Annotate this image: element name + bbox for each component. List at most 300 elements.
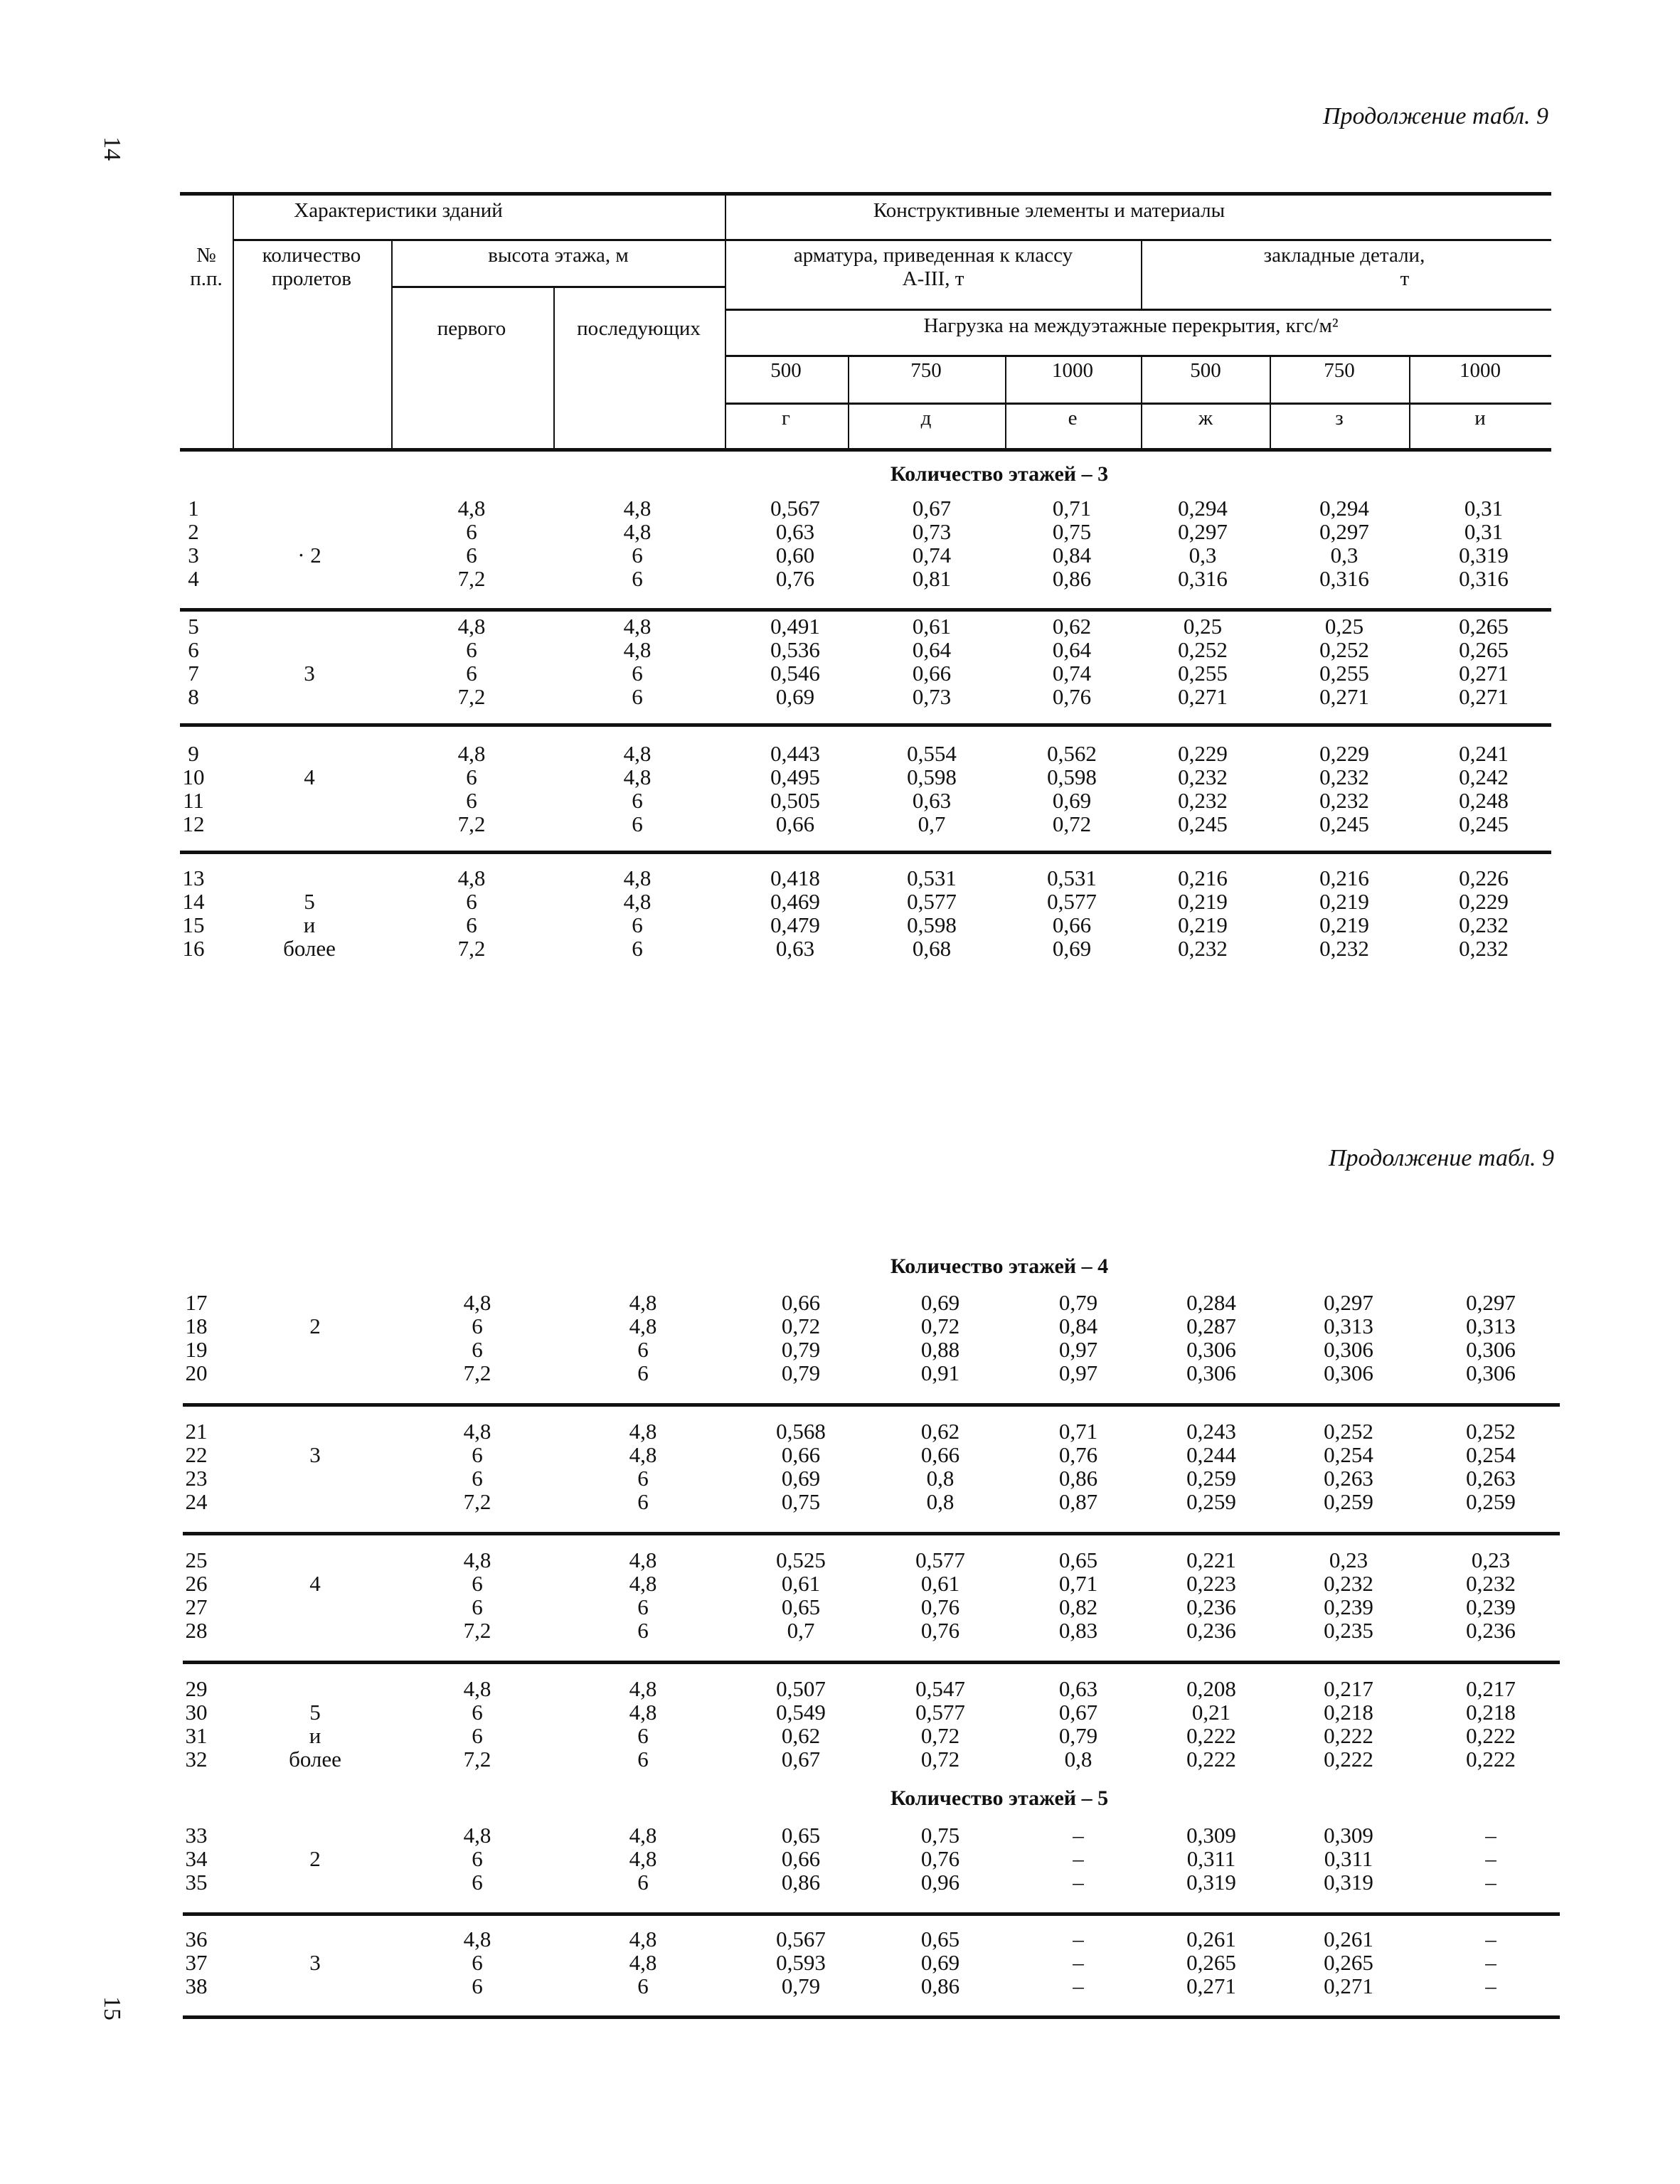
table-cell-rebar-1000: 0,598 [1047,765,1097,789]
table-cell-rebar-750: 0,69 [920,1950,960,1975]
table-cell-embedded-1000: 0,319 [1459,543,1509,568]
table-cell-embedded-750: 0,265 [1324,1950,1373,1975]
column-divider [848,355,849,450]
section-title: Количество этажей – 3 [890,462,1109,486]
table-cell-first-floor-height: 7,2 [457,811,486,836]
table-cell-next-floor-height: 6 [637,1747,649,1772]
table-cell-rebar-1000: 0,577 [1047,889,1097,914]
table-cell-embedded-500: 0,208 [1186,1676,1236,1701]
table-cell-row-number: 9 [188,741,199,766]
table-cell-embedded-500: 0,284 [1186,1290,1236,1315]
table-cell-row-number: 34 [185,1846,208,1871]
table-cell-rebar-1000: 0,69 [1052,788,1092,813]
table-cell-rebar-1000: 0,72 [1052,811,1092,836]
table-cell-embedded-500: 0,316 [1178,566,1228,591]
table-cell-embedded-750: 0,259 [1324,1489,1373,1514]
table-cell-embedded-750: 0,239 [1324,1594,1373,1619]
table-cell-embedded-1000: – [1485,1950,1496,1975]
table-cell-next-floor-height: 4,8 [623,637,652,662]
page-number-right: 15 [99,1996,125,2020]
header-column-letter: е [1068,407,1078,430]
table-cell-embedded-1000: 0,23 [1471,1548,1511,1572]
section-title: Количество этажей – 4 [890,1255,1109,1278]
table-cell-row-number: 13 [182,865,205,890]
table-cell-rebar-750: 0,554 [907,741,957,766]
table-cell-embedded-500: 0,306 [1186,1337,1236,1362]
table-cell-rebar-1000: 0,71 [1058,1419,1098,1444]
table-cell-row-number: 25 [185,1548,208,1572]
table-cell-row-number: 37 [185,1950,208,1975]
table-cell-rebar-750: 0,72 [920,1314,960,1338]
header-column-letter: д [920,407,932,430]
table-cell-first-floor-height: 4,8 [463,1676,491,1701]
table-cell-first-floor-height: 6 [466,788,477,813]
table-cell-rebar-1000: 0,69 [1052,936,1092,961]
table-cell-rebar-500: 0,65 [781,1823,821,1848]
table-cell-next-floor-height: 6 [637,1466,649,1491]
table-cell-span-count: · 2 [297,543,321,568]
table-cell-first-floor-height: 4,8 [457,614,486,639]
table-cell-rebar-1000: 0,66 [1052,912,1092,937]
table-cell-embedded-750: 0,232 [1324,1571,1373,1596]
table-cell-rebar-1000: 0,74 [1052,661,1092,686]
table-cell-rebar-750: 0,72 [920,1747,960,1772]
table-cell-embedded-1000: 0,217 [1466,1676,1516,1701]
table-cell-rebar-500: 0,443 [770,741,820,766]
table-cell-embedded-1000: 0,232 [1459,912,1509,937]
table-cell-first-floor-height: 7,2 [463,1360,491,1385]
table-cell-rebar-500: 0,65 [781,1594,821,1619]
table-cell-rebar-750: 0,67 [912,496,952,521]
table-cell-first-floor-height: 4,8 [457,741,486,766]
table-cell-rebar-1000: – [1073,1870,1084,1895]
group-divider [180,851,1551,854]
header-column-letter: ж [1198,407,1213,430]
table-cell-first-floor-height: 6 [472,1700,483,1725]
table-cell-next-floor-height: 4,8 [629,1442,657,1467]
header-spans-2: пролетов [272,267,351,290]
table-cell-embedded-500: 0,287 [1186,1314,1236,1338]
table-cell-row-number: 11 [183,788,204,813]
table-cell-embedded-750: 0,25 [1324,614,1364,639]
table-cell-rebar-1000: – [1073,1927,1084,1951]
table-cell-rebar-500: 0,66 [781,1442,821,1467]
table-cell-row-number: 6 [188,637,199,662]
table-cell-rebar-500: 0,567 [776,1927,826,1951]
table-cell-row-number: 27 [185,1594,208,1619]
table-cell-rebar-750: 0,66 [920,1442,960,1467]
table-cell-embedded-750: 0,219 [1319,912,1369,937]
table-cell-embedded-500: 0,216 [1178,865,1228,890]
table-cell-rebar-500: 0,67 [781,1747,821,1772]
table-cell-embedded-750: 0,229 [1319,741,1369,766]
table-cell-embedded-1000: 0,226 [1459,865,1509,890]
table-cell-rebar-750: 0,64 [912,637,952,662]
table-cell-row-number: 3 [188,543,199,568]
table-cell-rebar-500: 0,479 [770,912,820,937]
header-characteristics: Характеристики зданий [294,199,503,222]
table-cell-rebar-750: 0,547 [915,1676,965,1701]
table-cell-rebar-500: 0,7 [787,1618,815,1643]
table-cell-rebar-1000: 0,8 [1064,1747,1092,1772]
table-cell-row-number: 23 [185,1466,208,1491]
table-cell-row-number: 7 [188,661,199,686]
table-cell-embedded-500: 0,232 [1178,936,1228,961]
header-rebar-2: А-III, т [902,267,964,290]
header-embedded-2: т [1400,267,1410,290]
table-cell-next-floor-height: 6 [632,811,643,836]
table-cell-span-count: 3 [309,1950,321,1975]
table-cell-first-floor-height: 6 [466,661,477,686]
table-cell-rebar-1000: 0,75 [1052,519,1092,544]
page-number-left: 14 [99,137,125,161]
header-next: последующих [577,317,701,340]
table-cell-rebar-1000: 0,86 [1058,1466,1098,1491]
table-cell-rebar-1000: 0,84 [1052,543,1092,568]
table-cell-span-count: 3 [309,1442,321,1467]
table-cell-embedded-1000: – [1485,1823,1496,1848]
table-cell-first-floor-height: 6 [472,1314,483,1338]
table-cell-embedded-1000: 0,239 [1466,1594,1516,1619]
table-cell-embedded-750: 0,218 [1324,1700,1373,1725]
table-cell-first-floor-height: 6 [472,1466,483,1491]
table-cell-rebar-750: 0,72 [920,1723,960,1748]
table-cell-embedded-500: 0,3 [1189,543,1217,568]
group-divider [180,723,1551,727]
group-divider [183,1403,1560,1407]
table-cell-first-floor-height: 6 [472,1950,483,1975]
table-cell-embedded-750: 0,316 [1319,566,1369,591]
table-cell-embedded-500: 0,271 [1178,684,1228,709]
table-cell-embedded-750: 0,306 [1324,1337,1373,1362]
table-cell-rebar-500: 0,66 [781,1290,821,1315]
table-cell-next-floor-height: 6 [637,1973,649,1998]
table-cell-embedded-1000: 0,306 [1466,1337,1516,1362]
column-divider [1005,355,1006,450]
table-cell-rebar-750: 0,69 [920,1290,960,1315]
table-cell-first-floor-height: 4,8 [463,1290,491,1315]
table-cell-embedded-750: 0,263 [1324,1466,1373,1491]
table-cell-first-floor-height: 6 [466,543,477,568]
table-cell-row-number: 12 [182,811,205,836]
table-cell-next-floor-height: 6 [637,1489,649,1514]
table-cell-next-floor-height: 4,8 [629,1290,657,1315]
table-cell-first-floor-height: 6 [472,1870,483,1895]
table-cell-row-number: 1 [188,496,199,521]
table-cell-embedded-1000: – [1485,1927,1496,1951]
table-cell-embedded-1000: 0,241 [1459,741,1509,766]
column-divider [725,193,726,450]
header-load-value: 750 [910,359,942,382]
table-cell-embedded-750: 0,309 [1324,1823,1373,1848]
table-cell-embedded-500: 0,236 [1186,1618,1236,1643]
table-cell-span-count: 5 [304,889,315,914]
table-cell-rebar-1000: 0,82 [1058,1594,1098,1619]
table-cell-rebar-500: 0,79 [781,1973,821,1998]
table-cell-next-floor-height: 4,8 [623,519,652,544]
table-cell-span-count: 4 [309,1571,321,1596]
table-cell-row-number: 31 [185,1723,208,1748]
table-cell-next-floor-height: 4,8 [629,1700,657,1725]
table-cell-embedded-1000: 0,306 [1466,1360,1516,1385]
table-cell-rebar-500: 0,62 [781,1723,821,1748]
table-cell-row-number: 24 [185,1489,208,1514]
table-cell-row-number: 36 [185,1927,208,1951]
table-cell-next-floor-height: 6 [637,1723,649,1748]
table-cell-next-floor-height: 6 [637,1870,649,1895]
table-cell-rebar-500: 0,549 [776,1700,826,1725]
table-cell-span-count: и [309,1723,321,1748]
table-cell-rebar-750: 0,577 [915,1548,965,1572]
table-top-rule [180,192,1551,196]
table-cell-rebar-750: 0,74 [912,543,952,568]
table-cell-rebar-750: 0,81 [912,566,952,591]
table-cell-first-floor-height: 6 [472,1442,483,1467]
table-cell-rebar-750: 0,76 [920,1594,960,1619]
table-cell-next-floor-height: 4,8 [629,1846,657,1871]
column-divider [1409,355,1410,450]
table-cell-embedded-750: 0,271 [1319,684,1369,709]
table-cell-embedded-750: 0,255 [1319,661,1369,686]
column-divider [1141,239,1142,309]
table-cell-rebar-1000: 0,97 [1058,1337,1098,1362]
table-cell-embedded-1000: 0,265 [1459,637,1509,662]
table-cell-embedded-500: 0,219 [1178,889,1228,914]
table-cell-rebar-750: 0,61 [920,1571,960,1596]
table-cell-embedded-1000: 0,313 [1466,1314,1516,1338]
table-cell-first-floor-height: 4,8 [463,1548,491,1572]
table-cell-embedded-750: 0,252 [1324,1419,1373,1444]
table-cell-rebar-500: 0,79 [781,1337,821,1362]
table-cell-rebar-750: 0,75 [920,1823,960,1848]
table-cell-rebar-500: 0,66 [775,811,815,836]
header-load-value: 1000 [1052,359,1093,382]
header-column-letter: г [782,407,790,430]
table-cell-next-floor-height: 6 [632,543,643,568]
table-cell-rebar-750: 0,7 [918,811,946,836]
table-cell-next-floor-height: 4,8 [623,865,652,890]
table-bottom-rule [183,2015,1560,2019]
table-cell-rebar-1000: – [1073,1950,1084,1975]
table-cell-row-number: 14 [182,889,205,914]
table-cell-rebar-1000: 0,76 [1058,1442,1098,1467]
table-cell-span-count: более [289,1747,341,1772]
table-cell-rebar-750: 0,73 [912,519,952,544]
table-cell-embedded-500: 0,319 [1186,1870,1236,1895]
table-cell-next-floor-height: 6 [632,788,643,813]
table-cell-row-number: 28 [185,1618,208,1643]
table-cell-rebar-750: 0,66 [912,661,952,686]
table-cell-embedded-750: 0,232 [1319,936,1369,961]
table-cell-embedded-1000: 0,232 [1459,936,1509,961]
table-cell-first-floor-height: 4,8 [463,1823,491,1848]
table-cell-first-floor-height: 6 [472,1846,483,1871]
table-cell-embedded-500: 0,222 [1186,1723,1236,1748]
table-cell-embedded-750: 0,271 [1324,1973,1373,1998]
table-cell-first-floor-height: 6 [466,765,477,789]
table-cell-embedded-750: 0,23 [1329,1548,1368,1572]
table-cell-rebar-500: 0,568 [776,1419,826,1444]
table-cell-row-number: 2 [188,519,199,544]
table-cell-embedded-1000: 0,218 [1466,1700,1516,1725]
group-divider [183,1661,1560,1664]
table-cell-embedded-750: 0,235 [1324,1618,1373,1643]
table-cell-rebar-1000: 0,67 [1058,1700,1098,1725]
continuation-label-bottom: Продолжение табл. 9 [1329,1145,1555,1171]
table-cell-embedded-1000: 0,31 [1464,519,1504,544]
column-divider [1270,355,1271,450]
table-cell-rebar-750: 0,76 [920,1618,960,1643]
table-cell-embedded-500: 0,21 [1191,1700,1231,1725]
table-cell-embedded-750: 0,216 [1319,865,1369,890]
table-cell-row-number: 26 [185,1571,208,1596]
table-cell-next-floor-height: 6 [637,1594,649,1619]
table-cell-rebar-1000: 0,65 [1058,1548,1098,1572]
table-cell-rebar-750: 0,73 [912,684,952,709]
table-cell-embedded-500: 0,25 [1183,614,1223,639]
rule [391,286,725,288]
table-cell-embedded-1000: – [1485,1973,1496,1998]
table-cell-embedded-500: 0,221 [1186,1548,1236,1572]
table-cell-next-floor-height: 6 [632,912,643,937]
header-bottom-rule [180,448,1551,452]
table-cell-row-number: 19 [185,1337,208,1362]
table-cell-rebar-500: 0,536 [770,637,820,662]
table-cell-embedded-750: 0,222 [1324,1723,1373,1748]
table-cell-row-number: 21 [185,1419,208,1444]
table-cell-embedded-1000: 0,232 [1466,1571,1516,1596]
table-cell-rebar-750: 0,96 [920,1870,960,1895]
table-cell-embedded-500: 0,259 [1186,1489,1236,1514]
rule [233,239,1551,241]
table-cell-embedded-1000: – [1485,1870,1496,1895]
table-cell-row-number: 18 [185,1314,208,1338]
table-cell-rebar-750: 0,68 [912,936,952,961]
table-cell-row-number: 29 [185,1676,208,1701]
table-cell-embedded-1000: 0,254 [1466,1442,1516,1467]
table-cell-rebar-500: 0,593 [776,1950,826,1975]
table-cell-row-number: 15 [182,912,205,937]
table-cell-rebar-1000: – [1073,1973,1084,1998]
table-cell-embedded-750: 0,319 [1324,1870,1373,1895]
table-cell-rebar-1000: 0,79 [1058,1290,1098,1315]
table-cell-embedded-500: 0,232 [1178,765,1228,789]
table-cell-first-floor-height: 6 [472,1571,483,1596]
table-cell-span-count: более [283,936,336,961]
table-cell-span-count: 4 [304,765,315,789]
table-cell-embedded-500: 0,219 [1178,912,1228,937]
table-cell-row-number: 32 [185,1747,208,1772]
table-cell-embedded-500: 0,255 [1178,661,1228,686]
table-cell-next-floor-height: 4,8 [623,496,652,521]
header-first: первого [437,317,506,340]
table-cell-embedded-750: 0,306 [1324,1360,1373,1385]
table-cell-rebar-1000: 0,79 [1058,1723,1098,1748]
table-cell-rebar-500: 0,61 [781,1571,821,1596]
header-load-value: 500 [1190,359,1221,382]
table-cell-rebar-750: 0,8 [926,1489,955,1514]
table-cell-embedded-1000: 0,271 [1459,661,1509,686]
table-cell-next-floor-height: 4,8 [629,1314,657,1338]
group-divider [183,1532,1560,1535]
table-cell-row-number: 33 [185,1823,208,1848]
table-cell-row-number: 5 [188,614,199,639]
table-cell-row-number: 20 [185,1360,208,1385]
table-cell-embedded-750: 0,232 [1319,788,1369,813]
table-cell-rebar-1000: 0,84 [1058,1314,1098,1338]
table-cell-embedded-500: 0,297 [1178,519,1228,544]
header-load-value: 750 [1324,359,1355,382]
table-cell-embedded-1000: 0,242 [1459,765,1509,789]
table-cell-first-floor-height: 7,2 [463,1747,491,1772]
table-cell-rebar-1000: 0,63 [1058,1676,1098,1701]
table-cell-embedded-500: 0,265 [1186,1950,1236,1975]
table-cell-rebar-1000: 0,87 [1058,1489,1098,1514]
table-cell-rebar-750: 0,86 [920,1973,960,1998]
table-cell-rebar-750: 0,63 [912,788,952,813]
table-cell-next-floor-height: 6 [637,1618,649,1643]
table-cell-embedded-1000: – [1485,1846,1496,1871]
table-cell-embedded-500: 0,223 [1186,1571,1236,1596]
header-column-letter: з [1335,407,1344,430]
table-cell-rebar-500: 0,63 [775,519,815,544]
table-cell-rebar-1000: 0,62 [1052,614,1092,639]
table-cell-embedded-1000: 0,259 [1466,1489,1516,1514]
table-cell-rebar-750: 0,8 [926,1466,955,1491]
table-cell-embedded-500: 0,244 [1186,1442,1236,1467]
table-cell-next-floor-height: 4,8 [629,1927,657,1951]
table-cell-embedded-1000: 0,265 [1459,614,1509,639]
table-cell-rebar-500: 0,525 [776,1548,826,1572]
table-cell-rebar-500: 0,69 [775,684,815,709]
table-cell-rebar-500: 0,495 [770,765,820,789]
table-cell-embedded-500: 0,294 [1178,496,1228,521]
table-cell-next-floor-height: 4,8 [629,1950,657,1975]
table-cell-next-floor-height: 6 [632,661,643,686]
table-cell-first-floor-height: 6 [472,1337,483,1362]
table-cell-embedded-1000: 0,236 [1466,1618,1516,1643]
table-cell-embedded-500: 0,252 [1178,637,1228,662]
table-cell-next-floor-height: 6 [637,1360,649,1385]
table-cell-embedded-1000: 0,271 [1459,684,1509,709]
table-cell-next-floor-height: 4,8 [629,1571,657,1596]
table-cell-first-floor-height: 7,2 [457,684,486,709]
table-cell-rebar-750: 0,65 [920,1927,960,1951]
table-cell-rebar-500: 0,69 [781,1466,821,1491]
table-cell-embedded-500: 0,309 [1186,1823,1236,1848]
table-cell-rebar-500: 0,418 [770,865,820,890]
table-cell-embedded-750: 0,254 [1324,1442,1373,1467]
table-cell-first-floor-height: 4,8 [457,496,486,521]
table-cell-row-number: 35 [185,1870,208,1895]
table-cell-embedded-1000: 0,222 [1466,1723,1516,1748]
table-cell-rebar-750: 0,531 [907,865,957,890]
table-cell-first-floor-height: 6 [466,889,477,914]
table-cell-embedded-750: 0,217 [1324,1676,1373,1701]
table-cell-next-floor-height: 6 [637,1337,649,1362]
table-cell-rebar-1000: 0,71 [1052,496,1092,521]
table-cell-rebar-500: 0,63 [775,936,815,961]
table-cell-rebar-1000: 0,562 [1047,741,1097,766]
table-cell-rebar-1000: 0,97 [1058,1360,1098,1385]
header-spans: количество [262,244,361,267]
table-cell-embedded-500: 0,222 [1186,1747,1236,1772]
table-cell-row-number: 22 [185,1442,208,1467]
column-divider [553,286,555,450]
table-cell-next-floor-height: 6 [632,684,643,709]
table-cell-span-count: и [303,912,316,937]
group-divider [183,1912,1560,1916]
